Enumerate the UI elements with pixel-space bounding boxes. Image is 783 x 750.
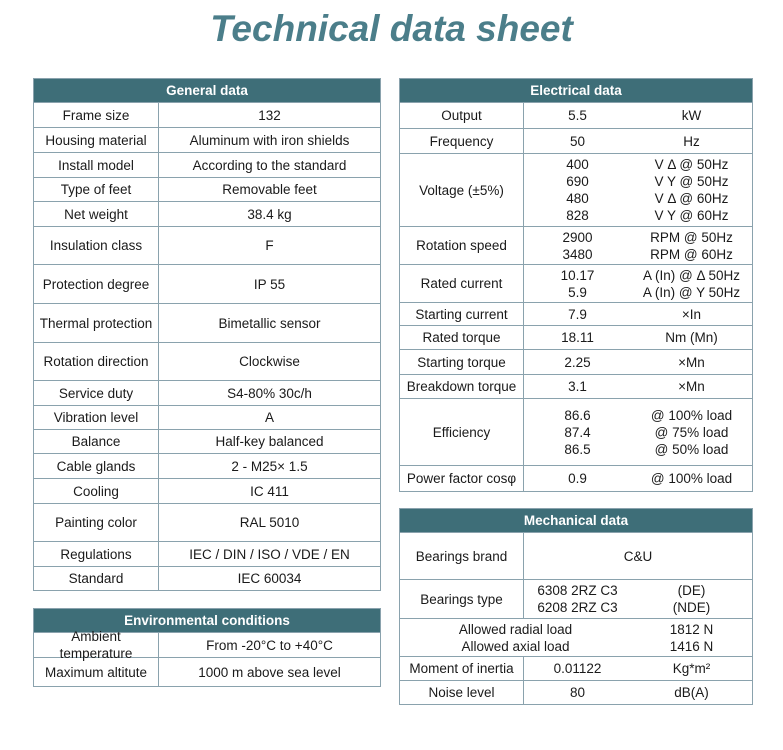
row-label [34, 128, 159, 152]
table-row [400, 656, 752, 680]
row-label-text: Power factor cosφ [406, 471, 517, 486]
row-unit-text: A (In) @ Δ 50Hz [642, 267, 740, 283]
table-row [34, 405, 380, 429]
row-value-text: 50 [569, 133, 586, 149]
row-unit [631, 265, 752, 302]
row-value-text: Removable feet [222, 182, 317, 197]
row-value-text: 5.9 [568, 284, 587, 300]
row-label [400, 326, 524, 349]
table-row [34, 264, 380, 303]
row-value-text: F [265, 238, 274, 253]
general-data-table [33, 78, 381, 591]
table-row [34, 629, 380, 661]
row-label-text: Type of feet [60, 182, 132, 197]
row-unit-text: V Δ @ 60Hz [654, 191, 729, 206]
table-row [34, 127, 380, 152]
row-label [34, 479, 159, 503]
row-value [524, 227, 631, 264]
row-unit-text: RPM @ 50Hz [650, 229, 733, 245]
row-unit [631, 580, 752, 618]
row-label [400, 350, 524, 374]
page-title: Technical data sheet [210, 8, 573, 49]
row-label-text: Bearings type [420, 591, 503, 607]
row-label [34, 202, 159, 226]
row-value-text: 86.6 [564, 407, 591, 423]
row-value-text: 400 [566, 157, 589, 172]
row-value-text: Clockwise [239, 354, 300, 369]
table-row [34, 226, 380, 264]
row-value [524, 580, 631, 618]
row-label [34, 265, 159, 303]
row-value [159, 633, 380, 657]
row-label [400, 681, 524, 704]
row-value [524, 399, 631, 465]
row-label [400, 303, 524, 325]
row-label-text: Vibration level [53, 410, 139, 425]
row-value [159, 202, 380, 226]
row-label-text: Allowed axial load [461, 638, 570, 654]
row-unit-text: @ 100% load [650, 407, 733, 423]
row-label-text: Balance [71, 434, 121, 449]
table-row [400, 374, 752, 398]
row-value [159, 658, 380, 686]
table-row [34, 303, 380, 342]
row-label-text: Ambient temperature [59, 629, 133, 661]
row-label-text: Moment of inertia [409, 661, 514, 676]
row-value [524, 681, 631, 704]
table-row [400, 532, 752, 579]
row-value [159, 103, 380, 127]
right-column [399, 78, 753, 705]
row-value-text: S4-80% 30c/h [227, 385, 312, 401]
table-row [34, 566, 380, 590]
table-row [400, 325, 752, 349]
table-row [400, 618, 752, 656]
row-label [400, 375, 524, 398]
row-unit-text: dB(A) [674, 685, 709, 700]
row-value-text: 2.25 [564, 354, 591, 370]
table-body [34, 102, 380, 590]
row-unit [631, 350, 752, 374]
row-label-text: Frequency [429, 133, 494, 149]
table-row [400, 153, 752, 226]
table-row [34, 380, 380, 405]
table-row [400, 102, 752, 128]
row-label [34, 103, 159, 127]
row-unit [631, 466, 752, 491]
row-value [524, 533, 752, 579]
row-label-text: Cooling [73, 483, 119, 499]
left-column [33, 78, 381, 687]
row-value [524, 265, 631, 302]
row-value [524, 303, 631, 325]
row-label [34, 504, 159, 541]
row-label [400, 227, 524, 264]
row-value-text: IC 411 [250, 483, 289, 499]
row-value-text: Aluminum with iron shields [189, 132, 350, 148]
row-unit-text: (NDE) [672, 600, 711, 615]
table-row [34, 453, 380, 478]
row-value [524, 466, 631, 491]
row-label-text: Standard [68, 571, 124, 586]
row-label [34, 406, 159, 429]
row-label [34, 567, 159, 590]
row-value-text: 6308 2RZ C3 [537, 583, 618, 598]
row-value-text: IEC 60034 [237, 571, 302, 586]
row-unit-text: A (In) @ Y 50Hz [642, 284, 741, 300]
row-value [524, 375, 631, 398]
row-value [159, 430, 380, 453]
row-label [34, 178, 159, 201]
environmental-conditions-table [33, 608, 381, 687]
row-label [34, 629, 159, 661]
row-value [159, 343, 380, 380]
row-value-text: 3480 [562, 246, 593, 262]
row-unit-text: Kg*m² [672, 661, 711, 676]
row-unit [631, 129, 752, 153]
row-label [400, 103, 524, 128]
row-value-text: 480 [566, 191, 589, 206]
row-unit-text: @ 100% load [650, 471, 733, 486]
row-value [159, 227, 380, 264]
row-unit [631, 103, 752, 128]
row-value-text: 132 [258, 107, 281, 123]
row-unit-text: Nm (Mn) [665, 330, 718, 345]
row-label-text: Bearings brand [415, 548, 508, 564]
table-row [34, 541, 380, 566]
row-unit-text: ×Mn [678, 379, 705, 394]
table-row [34, 478, 380, 503]
row-value [524, 657, 631, 680]
row-label [34, 343, 159, 380]
row-label-text: Regulations [60, 546, 132, 562]
row-label [34, 304, 159, 342]
row-label-text: Rated torque [422, 330, 501, 345]
row-value-text: A [264, 410, 274, 425]
table-body [400, 102, 752, 491]
row-value [524, 103, 631, 128]
row-value [159, 265, 380, 303]
table-row [34, 152, 380, 177]
row-value [159, 128, 380, 152]
row-value-text: 1000 m above sea level [198, 664, 341, 680]
table-row [400, 465, 752, 491]
row-unit [631, 227, 752, 264]
row-value-text: 18.11 [561, 330, 594, 345]
row-unit-text: @ 75% load [654, 424, 729, 440]
row-label-text: Rotation speed [416, 238, 507, 253]
row-value-text: Half-key balanced [215, 434, 324, 449]
table-row [34, 657, 380, 686]
row-label [34, 227, 159, 264]
row-value-text: 828 [566, 208, 589, 223]
table-row [400, 680, 752, 704]
mechanical-data-table [399, 508, 753, 705]
row-value-text: 0.9 [568, 471, 587, 486]
row-value-text: RAL 5010 [239, 515, 300, 530]
row-value [524, 129, 631, 153]
row-value-text: 80 [569, 685, 586, 700]
table-row [400, 128, 752, 153]
row-unit-text: V Y @ 60Hz [654, 208, 729, 223]
row-value [159, 479, 380, 503]
row-value [159, 406, 380, 429]
row-value-text: C&U [623, 548, 653, 564]
table-row [34, 177, 380, 201]
electrical-data-table [399, 78, 753, 492]
row-label-text: Efficiency [432, 424, 491, 440]
row-value-text: IEC / DIN / ISO / VDE / EN [189, 546, 350, 562]
row-label-text: Starting torque [417, 354, 506, 370]
row-label [400, 466, 524, 491]
row-value [159, 178, 380, 201]
row-value-text: 2900 [562, 229, 593, 245]
table-row [400, 349, 752, 374]
row-unit-text: 1812 N [669, 621, 714, 637]
row-label-text: Output [441, 108, 482, 123]
row-value-text: According to the standard [192, 157, 347, 173]
row-value-text: 7.9 [568, 306, 587, 322]
row-value-text: 87.4 [564, 424, 591, 440]
row-label [400, 399, 524, 465]
row-value [524, 350, 631, 374]
row-unit [631, 619, 752, 656]
row-label [400, 129, 524, 153]
table-body [400, 532, 752, 704]
row-label [34, 454, 159, 478]
row-label-text: Service duty [58, 385, 134, 401]
table-row [400, 226, 752, 264]
row-unit [631, 681, 752, 704]
row-label-text: Maximum altitute [44, 664, 148, 680]
row-label-text: Rated current [420, 276, 503, 291]
row-label [34, 542, 159, 566]
row-label [34, 153, 159, 177]
row-label [400, 657, 524, 680]
row-value [159, 567, 380, 590]
table-header: General data [34, 79, 380, 102]
row-value [159, 542, 380, 566]
row-value-text: 38.4 kg [247, 206, 292, 222]
row-value-text: Bimetallic sensor [218, 315, 321, 331]
row-unit [631, 303, 752, 325]
row-label [400, 533, 524, 579]
row-label-text: Painting color [55, 515, 137, 530]
row-unit-text: kW [681, 108, 702, 123]
row-label-text: Allowed radial load [458, 621, 573, 637]
table-row [34, 429, 380, 453]
row-value-text: 10.17 [560, 267, 595, 283]
row-label-text: Starting current [415, 306, 508, 322]
table-row [34, 201, 380, 226]
row-value-text: From -20°C to +40°C [206, 637, 333, 653]
row-unit-text: @ 50% load [654, 441, 729, 457]
row-unit [631, 154, 752, 226]
row-unit-text: ×In [681, 306, 702, 322]
row-label [400, 265, 524, 302]
row-value-text: 86.5 [564, 441, 591, 457]
row-value-text: 0.01122 [553, 661, 602, 676]
table-body [34, 629, 380, 686]
table-header: Environmental conditions [34, 609, 380, 632]
row-unit-text: RPM @ 60Hz [650, 246, 733, 262]
row-label [34, 430, 159, 453]
row-label [34, 381, 159, 405]
table-row [400, 264, 752, 302]
table-row [34, 102, 380, 127]
row-label-text: Rotation direction [43, 354, 149, 369]
row-unit-text: 1416 N [669, 638, 714, 654]
row-label-text: Housing material [45, 132, 147, 148]
row-label-text: Frame size [62, 107, 130, 123]
row-label-text: Net weight [64, 206, 128, 222]
row-value [159, 153, 380, 177]
row-unit-text: ×Mn [678, 354, 705, 370]
row-label-text: Insulation class [49, 238, 143, 253]
row-label-text: Protection degree [42, 276, 150, 292]
row-value-text: 2 - M25× 1.5 [231, 458, 308, 474]
row-label [400, 619, 631, 656]
row-unit-text: V Y @ 50Hz [654, 174, 729, 189]
row-label-text: Thermal protection [39, 315, 153, 331]
table-row [400, 302, 752, 325]
row-label [34, 658, 159, 686]
row-unit [631, 399, 752, 465]
row-value [159, 381, 380, 405]
row-value-text: 690 [566, 174, 589, 189]
row-label-text: Install model [58, 157, 134, 173]
table-header: Mechanical data [400, 509, 752, 532]
row-value [159, 454, 380, 478]
row-value-text: IP 55 [253, 276, 286, 292]
row-value-text: 6208 2RZ C3 [537, 600, 618, 615]
row-value [524, 154, 631, 226]
row-value [524, 326, 631, 349]
table-row [400, 579, 752, 618]
row-value [159, 304, 380, 342]
row-unit [631, 657, 752, 680]
row-label-text: Voltage (±5%) [419, 182, 504, 198]
row-unit [631, 375, 752, 398]
row-label [400, 154, 524, 226]
row-label [400, 580, 524, 618]
row-label-text: Noise level [428, 685, 495, 700]
row-unit-text: V Δ @ 50Hz [654, 157, 729, 172]
table-row [34, 342, 380, 380]
row-label-text: Cable glands [56, 458, 136, 474]
row-unit-text: (DE) [677, 583, 706, 598]
row-label-text: Breakdown torque [406, 379, 517, 394]
table-header: Electrical data [400, 79, 752, 102]
row-value-text: 5.5 [568, 108, 587, 123]
table-row [34, 503, 380, 541]
row-unit [631, 326, 752, 349]
row-value [159, 504, 380, 541]
row-unit-text: Hz [683, 133, 700, 149]
table-row [400, 398, 752, 465]
row-value-text: 3.1 [568, 379, 587, 394]
